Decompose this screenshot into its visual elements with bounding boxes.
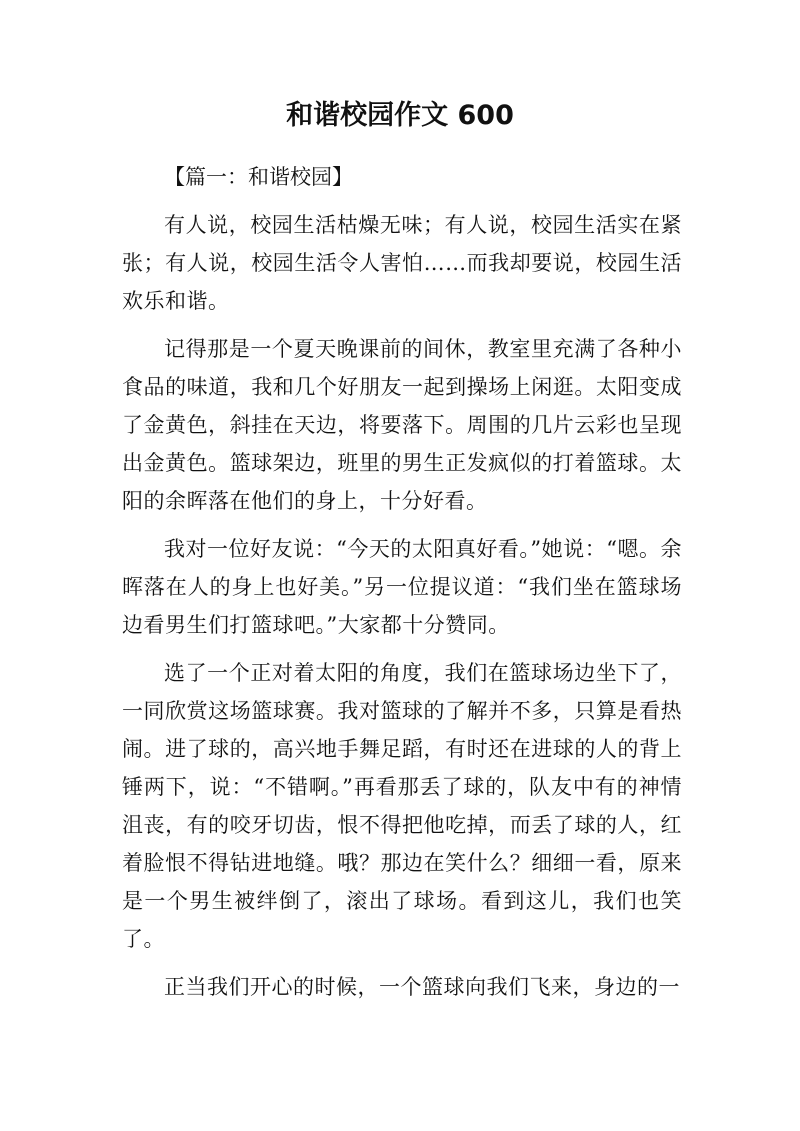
document-body — [122, 158, 682, 1016]
paragraph-1: 有人说，校园生活枯燥无味；有人说，校园生活实在紧张；有人说，校园生活令人害怕……而我却要说，校园生活欢乐和谐。 — [122, 213, 682, 313]
document-title: 和谐校园作文 600 — [286, 100, 514, 131]
paragraph-5: 正当我们开心的时候，一个篮球向我们飞来，身边的一 — [164, 975, 680, 999]
paragraph-4: 选了一个正对着太阳的角度，我们在篮球场边坐下了，一同欣赏这场篮球赛。我对篮球的了解并不多，只算是看热闹。进了球的，高兴地手舞足蹈，有时还在进球的人的背上锤两下，说：“不错啊。”再看那丢了球的，队友中有的神情沮丧，有的咬牙切齿，恨不得把他吃掉，而丢了球的人，红着脸恨不得钻进地缝。哦？那边在笑什么？细细一看，原来是一个男生被绊倒了，滚出了球场。看到这儿，我们也笑了。 — [122, 661, 682, 951]
section-heading: 【篇一：和谐校园】 — [164, 165, 353, 189]
paragraph-2: 记得那是一个夏天晚课前的间休，教室里充满了各种小食品的味道，我和几个好朋友一起到操场上闲逛。太阳变成了金黄色，斜挂在天边，将要落下。周围的几片云彩也呈现出金黄色。篮球架边，班里的男生正发疯似的打着篮球。太阳的余晖落在他们的身上，十分好看。 — [122, 337, 682, 513]
paragraph-3: 我对一位好友说：“今天的太阳真好看。”她说：“嗯。余晖落在人的身上也好美。”另一位提议道：“我们坐在篮球场边看男生们打篮球吧。”大家都十分赞同。 — [122, 537, 682, 637]
